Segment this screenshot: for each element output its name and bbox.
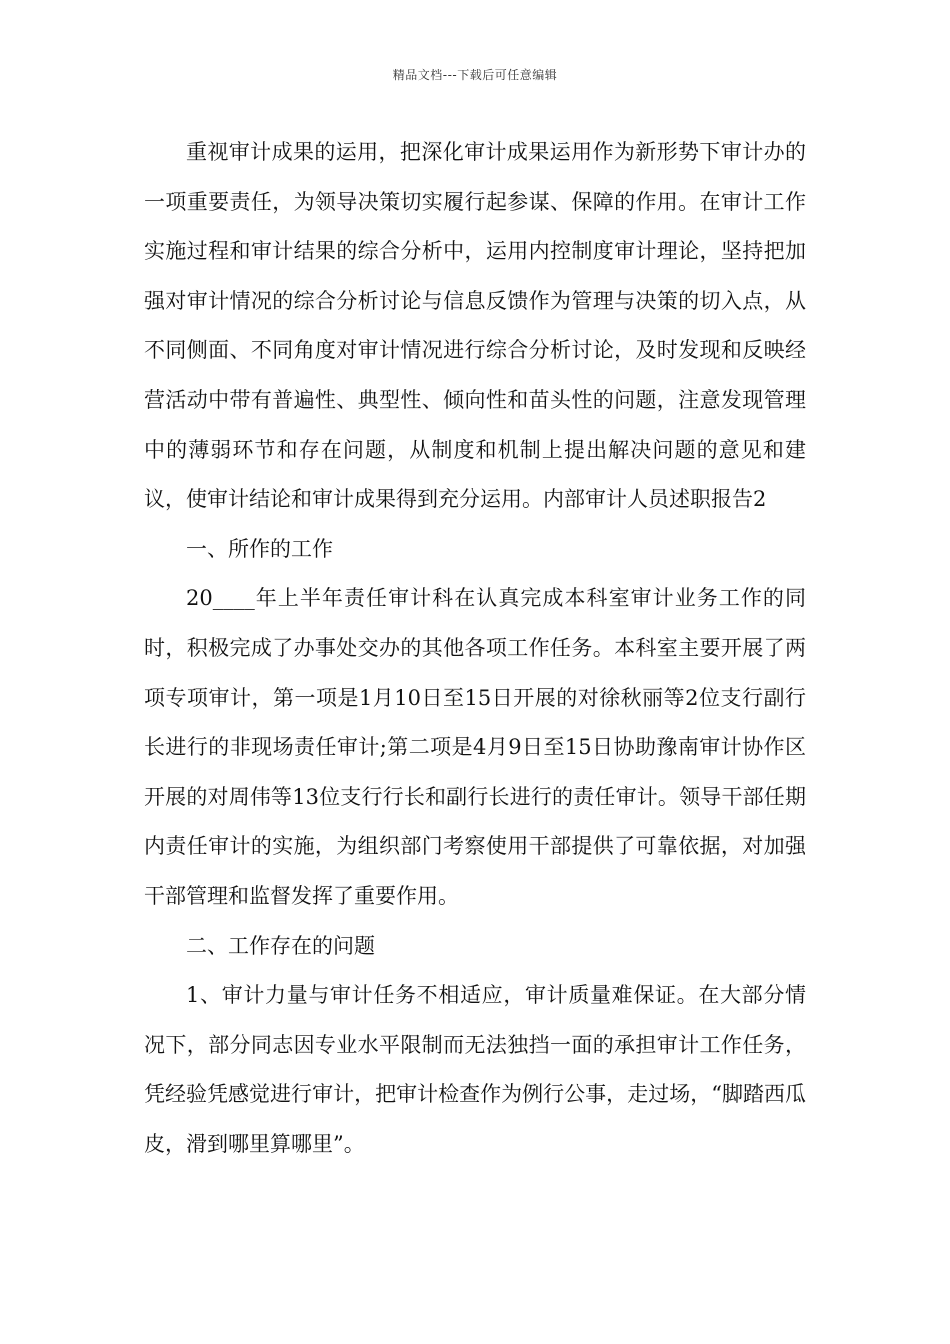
heading-work-done: 一、所作的工作	[186, 536, 333, 561]
document-body	[144, 128, 806, 1169]
paragraph-work-done: 20____年上半年责任审计科在认真完成本科室审计业务工作的同时，积极完成了办事处交办的其他各项工作任务。本科室主要开展了两项专项审计，第一项是1月10日至15日开展的对徐秋丽等2位支行副行长进行的非现场责任审计;第二项是4月9日至15日协助豫南审计协作区开展的对周伟等13位支行行长和副行长进行的责任审计。领导干部任期内责任审计的实施，为组织部门考察使用干部提供了可靠依据，对加强干部管理和监督发挥了重要作用。	[144, 586, 806, 908]
paragraph-audit-results: 重视审计成果的运用，把深化审计成果运用作为新形势下审计办的一项重要责任，为领导决策切实履行起参谋、保障的作用。在审计工作实施过程和审计结果的综合分析中，运用内控制度审计理论，坚持把加强对审计情况的综合分析讨论与信息反馈作为管理与决策的切入点，从不同侧面、不同角度对审计情况进行综合分析讨论，及时发现和反映经营活动中带有普遍性、典型性、倾向性和苗头性的问题，注意发现管理中的薄弱环节和存在问题，从制度和机制上提出解决问题的意见和建议，使审计结论和审计成果得到充分运用。内部审计人员述职报告2	[144, 140, 806, 512]
paragraph-problem-1: 1、审计力量与审计任务不相适应，审计质量难保证。在大部分情况下，部分同志因专业水平限制而无法独挡一面的承担审计工作任务，凭经验凭感觉进行审计，把审计检查作为例行公事，走过场，“脚踏西瓜皮，滑到哪里算哪里”。	[144, 983, 806, 1156]
page-header: 精品文档---下载后可任意编辑	[392, 68, 558, 82]
heading-problems: 二、工作存在的问题	[186, 933, 375, 958]
